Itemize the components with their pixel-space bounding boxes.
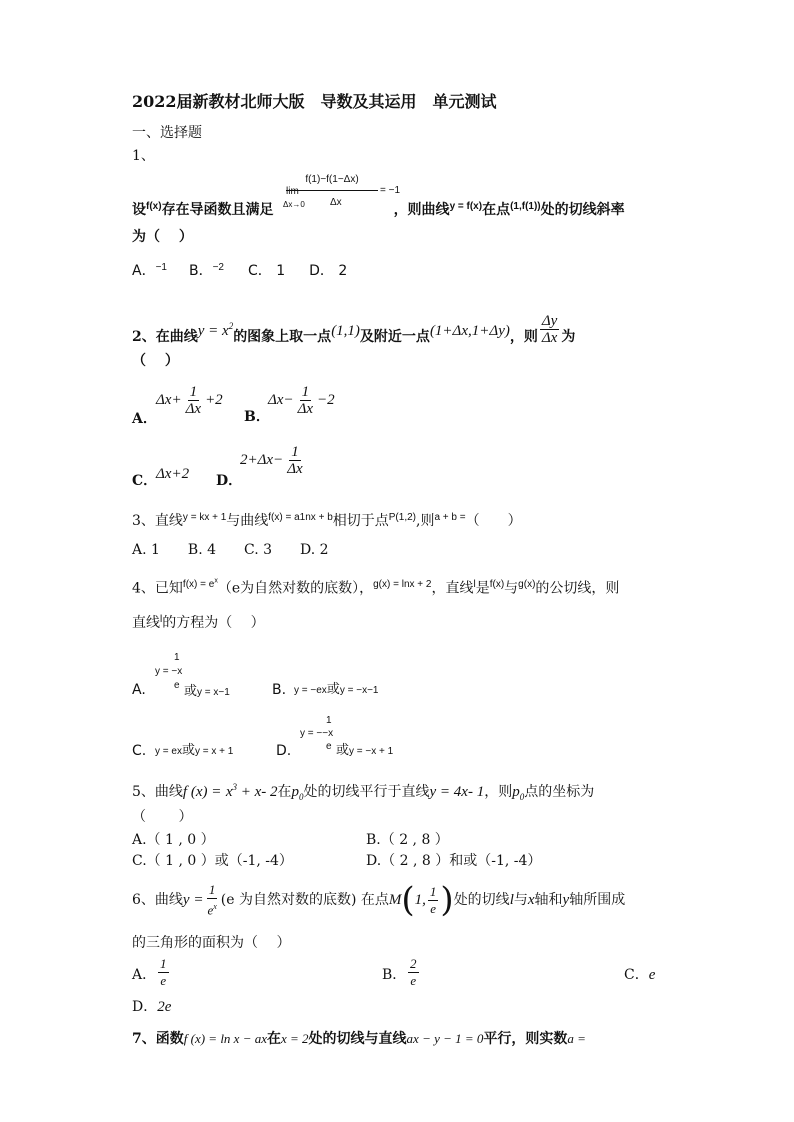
q4-option-a-alt: 或y = x−1	[184, 684, 230, 699]
q6-yv: y	[562, 892, 570, 908]
q2-point2: (1+Δx,1+Δy)	[429, 323, 510, 339]
q4-text: 是	[475, 580, 490, 597]
q4-option-a-num: 1	[174, 652, 180, 663]
q1-limit-subscript: Δx→0	[283, 200, 305, 209]
q5-paren: （ ）	[132, 809, 193, 825]
q2-text: 为	[561, 329, 576, 345]
q6-text: 处的切线	[453, 892, 510, 908]
q4-option-a-label: A.	[132, 682, 146, 698]
q4-option-d-label: D.	[276, 743, 292, 759]
q2-option-c: Δx+2	[156, 466, 190, 482]
q7-fx: f (x) = ln x − ax	[183, 1031, 267, 1046]
q4-option-c: y = ex或y = x + 1	[155, 743, 234, 758]
q6-fraction: $\frac{1}{e^x}$	[207, 881, 217, 918]
q7-x2: x = 2	[281, 1031, 309, 1046]
q6-option-b-label: B．	[382, 967, 407, 983]
q4-f: f(x) = ex	[182, 578, 218, 591]
q4-text: ，直线	[431, 580, 474, 597]
q7-a: a =	[567, 1031, 586, 1046]
q6-m-inner: 1,	[414, 892, 426, 908]
q4-g: g(x) = lnx + 2	[373, 579, 432, 591]
q6-stem-line2: 的三角形的面积为（ ）	[132, 935, 291, 951]
q1-limit-bar	[286, 190, 378, 191]
q4-option-d-alt: 或y = −x + 1	[336, 743, 394, 758]
q6-text: 6、曲线	[132, 892, 183, 908]
q6-option-a: $\frac{1}{e}$	[160, 956, 167, 988]
q4-text: （e为自然对数的底数），	[217, 580, 374, 597]
q4-gx: g(x)	[518, 579, 536, 591]
q1-limit-equals: = −1	[380, 185, 401, 196]
q2-text: 及附近一点	[359, 329, 430, 345]
q4-option-d-num: 1	[326, 715, 332, 726]
q2-option-a: Δx+ $\frac{1}{\Delta x}$ +2	[156, 384, 223, 417]
q6-option-d: D．2e	[132, 999, 172, 1015]
q2-option-b-label: B．	[244, 409, 270, 425]
q5-text: 5、曲线	[132, 784, 183, 800]
q2-stem-line1	[132, 312, 576, 354]
q1-option-b: −2	[212, 262, 224, 273]
q2-option-d-label: D．	[216, 473, 243, 489]
q6-option-a-label: A．	[132, 967, 157, 983]
q4-text: 4、已知	[132, 580, 183, 597]
q2-fraction: $\frac{\Delta y}{\Delta x}$	[541, 312, 558, 346]
q7-text: 处的切线与直线	[308, 1031, 407, 1047]
q3-paren: （ ）	[465, 513, 522, 529]
q1-option-a-label: A．	[132, 263, 156, 279]
q6-text: (e 为自然对数的底数) 在点	[220, 892, 389, 908]
q2-text: 2、在曲线	[132, 329, 198, 345]
q3-text: ,则	[416, 513, 435, 529]
q4-option-a-main: y = −x	[155, 666, 183, 677]
q4-option-b: y = −ex或y = −x−1	[294, 682, 379, 697]
q4-text: 的方程为（ ）	[162, 615, 265, 631]
q5-option-d: D.（ 2 , 8 ）和或（-1, -4）	[366, 853, 542, 869]
q5-option-a: A.（ 1 , 0 ）	[132, 832, 215, 848]
q5-option-b: B.（ 2 , 8 ）	[366, 832, 449, 848]
q6-m-fraction: $\frac{1}{e}$	[429, 883, 437, 916]
section-heading: 一、选择题	[132, 125, 202, 141]
q2-option-c-label: C．	[132, 473, 158, 489]
q4-option-d-main: y = −−x	[300, 728, 334, 739]
q5-stem	[132, 778, 594, 806]
q5-text: 点的坐标为	[524, 784, 595, 800]
q4-l: l	[160, 614, 163, 625]
q3-curve: f(x) = a1nx + b	[268, 512, 333, 523]
q1-option-c: C． 1	[248, 263, 286, 279]
q1-text: 存在导函数且满足	[161, 202, 274, 218]
q5-option-c: C.（ 1 , 0 ）或（-1, -4）	[132, 853, 293, 869]
q1-point: (1,f(1))	[510, 201, 541, 212]
q2-point1: (1,1)	[331, 323, 360, 339]
q7-text: 平行，则实数	[483, 1031, 568, 1047]
q6-x: x	[527, 892, 535, 908]
q1-limit-denominator: Δx	[330, 197, 342, 208]
q4-l: l	[473, 579, 476, 591]
q4-stem-line2	[132, 614, 265, 634]
q3-text: 3、直线	[132, 513, 183, 529]
q1-limit-numerator: f(1)−f(1−Δx)	[305, 174, 359, 185]
q4-option-a-den: e	[174, 680, 180, 691]
q4-option-c-label: C.	[132, 743, 147, 759]
q5-fx: f (x) =	[182, 784, 222, 800]
q4-text: 与	[504, 580, 519, 597]
q1-option-d: D． 2	[309, 263, 348, 279]
document-title: 2022届新教材北师大版 导数及其运用 单元测试	[132, 92, 497, 111]
q1-option-b-label: B．	[188, 263, 213, 279]
q6-text: 轴所围成	[569, 892, 626, 908]
q6-M: M	[388, 892, 402, 908]
q1-curve: y = f(x)	[449, 201, 483, 212]
q1-stem-line2: 为（ ）	[132, 229, 193, 245]
q7-text: 在	[267, 1031, 281, 1047]
q7-stem	[132, 1030, 586, 1048]
q4-text: 的公切线，则	[535, 580, 620, 597]
q5-text: ，则	[484, 784, 513, 800]
q1-option-a: −1	[155, 262, 167, 273]
q5-p0: $p_0$	[512, 784, 525, 802]
q1-fx: f(x)	[146, 201, 162, 212]
q3-line: y = kx + 1	[182, 512, 227, 523]
q1-text: 设	[132, 202, 146, 218]
q5-expr: $x^3 + x-$ 2	[225, 782, 278, 800]
q3-sum: a + b =	[434, 512, 466, 523]
q2-text: 的图象上取一点	[233, 329, 332, 345]
q1-text: 在点	[482, 202, 511, 218]
q7-text: 7、函数	[132, 1031, 184, 1047]
q6-option-b: $\frac{2}{e}$	[410, 956, 417, 988]
q1-options	[132, 262, 347, 282]
q4-option-d-den: e	[326, 741, 332, 752]
q5-text: 在	[277, 784, 292, 800]
q1-limit-lim: lim	[286, 186, 299, 197]
q6-text: 与	[513, 892, 528, 908]
q6-y: y =	[182, 892, 204, 908]
q6-text: 轴和	[534, 892, 563, 908]
q7-line: ax − y − 1 = 0	[406, 1031, 484, 1046]
q4-fx: f(x)	[489, 579, 505, 591]
q3-text: 与曲线	[226, 513, 269, 529]
q2-option-d: 2+Δx− $\frac{1}{\Delta x}$	[240, 444, 303, 477]
q2-option-b: Δx− $\frac{1}{\Delta x}$ −2	[268, 384, 335, 417]
q4-text: 直线	[132, 615, 160, 631]
q3-text: 相切于点	[332, 513, 389, 529]
q4-option-b-label: B.	[272, 682, 287, 698]
q5-p0: $p_0$	[291, 784, 304, 802]
q3-stem	[132, 512, 522, 532]
q2-curve: $y = x^2$	[197, 321, 234, 339]
q6-stem-line1: 6、曲线y = $\frac{1}{e^x}$ (e 为自然对数的底数) 在点M(1, $\frac{1}{e}$ )处的切线l与x轴和y轴所围成	[132, 880, 626, 920]
q4-stem-line1	[132, 578, 619, 599]
q6-l: l	[509, 892, 514, 908]
q2-paren: （ ）	[132, 353, 179, 369]
q2-option-a-label: A．	[132, 411, 157, 427]
q6-option-c: C．e	[624, 967, 656, 983]
q3-options: A. 1 B. 4 C. 3 D. 2	[132, 542, 329, 558]
q3-point: P(1,2)	[388, 512, 416, 523]
q2-text: ，则	[509, 329, 538, 345]
q1-number: 1、	[132, 148, 155, 164]
q5-text: 处的切线平行于直线	[303, 784, 430, 800]
q1-stem-line1	[132, 201, 625, 221]
q1-text: ，则曲线	[393, 202, 450, 218]
q1-text: 处的切线斜率	[540, 202, 625, 218]
q5-line: y = 4x- 1	[429, 784, 485, 800]
